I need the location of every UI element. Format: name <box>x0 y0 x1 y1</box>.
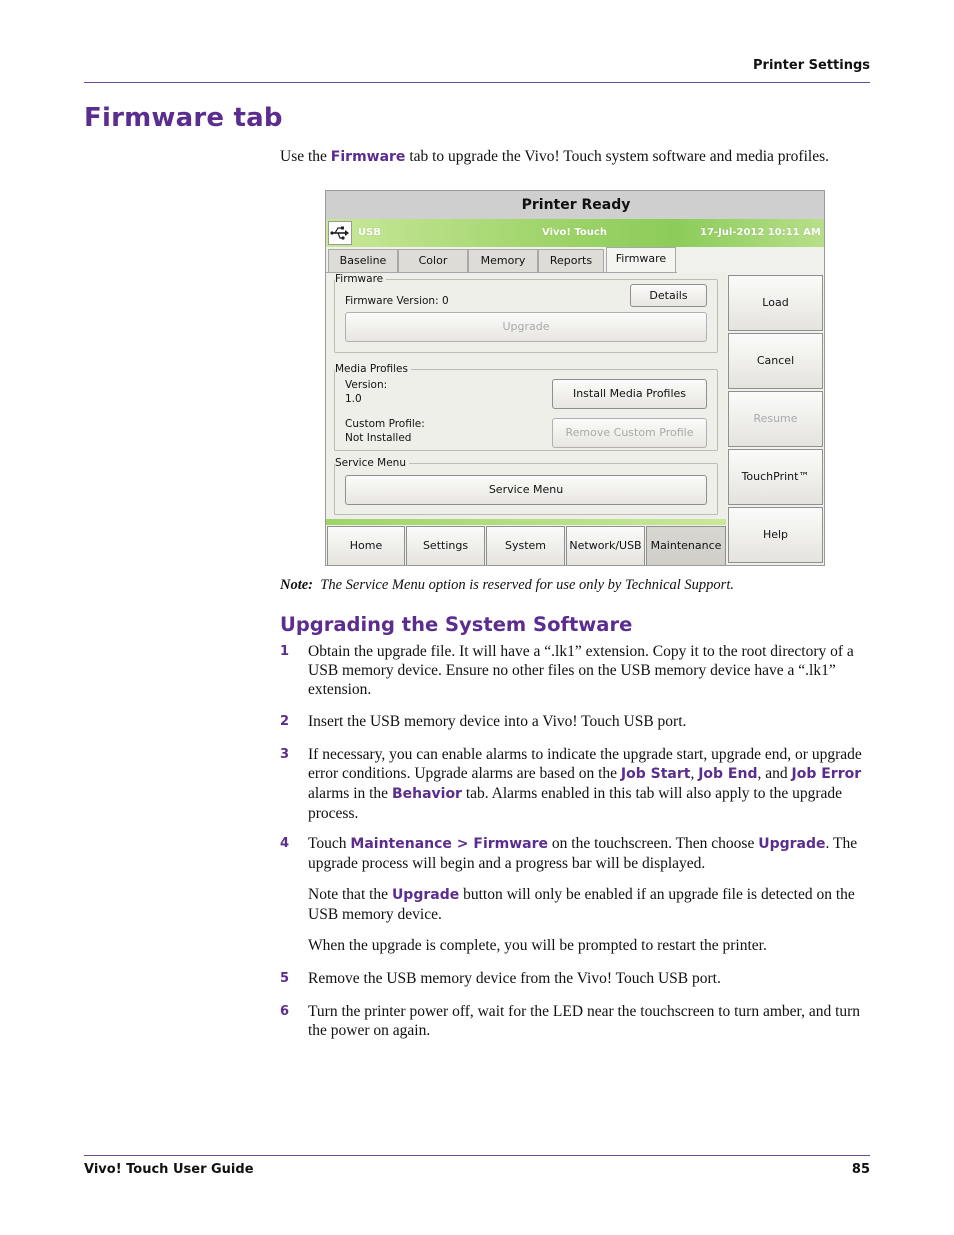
step-number: 2 <box>280 714 290 729</box>
note <box>280 577 734 594</box>
step-number: 3 <box>280 747 290 762</box>
firmware-version-value: 0 <box>441 295 449 307</box>
step-text: Obtain the upgrade file. It will have a “.lk1” extension. Copy it to the root directory of a USB memory device. Ensure no other files on the USB memory device have a “.lk1” extension. <box>308 643 854 698</box>
step-number: 1 <box>280 644 290 659</box>
tab-color[interactable]: Color <box>398 249 468 273</box>
touchprint-button[interactable]: TouchPrint™ <box>728 449 823 505</box>
service-menu-button[interactable]: Service Menu <box>345 475 707 505</box>
step-3 <box>280 745 870 823</box>
para-text: button will only be enabled if an upgrade file is detected on the USB memory device. <box>308 886 855 923</box>
usb-icon <box>328 221 352 245</box>
step-2 <box>280 712 870 731</box>
tab-baseline[interactable]: Baseline <box>328 249 398 273</box>
upgrade-button[interactable]: Upgrade <box>345 312 707 342</box>
section-heading: Upgrading the System Software <box>280 613 633 636</box>
step-text: Insert the USB memory device into a Vivo! Touch USB port. <box>308 713 687 730</box>
network-usb-button[interactable]: Network/USB <box>566 526 645 566</box>
note-text: The Service Menu option is reserved for use only by Technical Support. <box>320 577 734 593</box>
step-number: 4 <box>280 836 290 851</box>
step-4-note <box>308 885 870 924</box>
media-profiles-group-label: Media Profiles <box>335 363 411 375</box>
step-text-part: , <box>690 765 699 782</box>
step-4 <box>280 834 870 873</box>
step-number: 5 <box>280 971 290 986</box>
upgrade-keyword: Upgrade <box>391 887 460 903</box>
install-media-profiles-button[interactable]: Install Media Profiles <box>552 379 707 409</box>
step-4-completion: When the upgrade is complete, you will be prompted to restart the printer. <box>308 937 767 954</box>
job-error-keyword: Job Error <box>791 766 862 782</box>
remove-custom-profile-button[interactable]: Remove Custom Profile <box>552 418 707 448</box>
firmware-panel <box>326 273 726 523</box>
page-title: Firmware tab <box>84 103 283 133</box>
intro-paragraph <box>280 148 880 166</box>
step-text-part: Touch <box>308 835 351 852</box>
step-text-part: alarms in the <box>308 785 392 802</box>
step-text-part: . The upgrade process will begin and a progress bar will be displayed. <box>308 835 858 872</box>
upgrade-keyword: Upgrade <box>758 836 826 852</box>
step-text-part: If necessary, you can enable alarms to indicate the upgrade start, upgrade end, or upgrade error conditions. Upgrade alarms are based on the <box>308 746 862 782</box>
tab-reports[interactable]: Reports <box>538 249 604 273</box>
screen-status-title: Printer Ready <box>326 191 825 219</box>
step-5 <box>280 969 870 988</box>
para-text: Note that the <box>308 886 392 903</box>
home-button[interactable]: Home <box>327 526 405 566</box>
media-version-value: 1.0 <box>345 393 362 405</box>
step-text-part: , and <box>757 765 792 782</box>
intro-text: Use the <box>280 148 331 165</box>
page-number: 85 <box>851 1162 870 1177</box>
settings-button[interactable]: Settings <box>406 526 485 566</box>
intro-text-end: tab to upgrade the Vivo! Touch system software and media profiles. <box>405 148 829 165</box>
firmware-keyword: Firmware <box>330 149 406 165</box>
details-button[interactable]: Details <box>630 284 707 307</box>
header-rule <box>84 82 870 83</box>
step-6 <box>280 1002 870 1040</box>
step-text-part: on the touchscreen. Then choose <box>548 835 759 852</box>
settings-tabs <box>326 247 825 273</box>
device-name-label: Vivo! Touch <box>542 227 607 238</box>
status-bar <box>326 219 825 247</box>
firmware-group-label: Firmware <box>335 273 386 285</box>
maintenance-firmware-keyword: Maintenance > Firmware <box>350 836 549 852</box>
help-button[interactable]: Help <box>728 507 823 563</box>
usb-status-label: USB <box>358 227 381 238</box>
custom-profile-value: Not Installed <box>345 432 412 444</box>
firmware-version-label: Firmware Version: <box>345 295 439 307</box>
step-1 <box>280 642 870 699</box>
behavior-keyword: Behavior <box>391 786 462 802</box>
note-label: Note: <box>280 577 314 593</box>
tab-firmware[interactable]: Firmware <box>606 247 676 274</box>
step-text: Turn the printer power off, wait for the LED near the touchscreen to turn amber, and turn the power on again. <box>308 1003 861 1039</box>
tab-memory[interactable]: Memory <box>468 249 538 273</box>
step-text-part: tab. Alarms enabled in this tab will also apply to the upgrade process. <box>308 785 843 822</box>
media-version-label: Version: <box>345 379 388 391</box>
firmware-version <box>345 295 449 307</box>
resume-button[interactable]: Resume <box>728 391 823 447</box>
status-band <box>326 519 726 525</box>
step-text <box>308 745 870 823</box>
running-header: Printer Settings <box>753 58 870 73</box>
cancel-button[interactable]: Cancel <box>728 333 823 389</box>
system-button[interactable]: System <box>486 526 565 566</box>
touchscreen-screenshot <box>325 190 825 566</box>
service-menu-group-label: Service Menu <box>335 457 409 469</box>
load-button[interactable]: Load <box>728 275 823 331</box>
footer-guide-title: Vivo! Touch User Guide <box>84 1162 254 1177</box>
custom-profile-label: Custom Profile: <box>345 418 425 430</box>
job-start-keyword: Job Start <box>620 766 691 782</box>
datetime-label: 17-Jul-2012 10:11 AM <box>700 227 821 238</box>
step-text <box>308 834 870 873</box>
step-text: Remove the USB memory device from the Vivo! Touch USB port. <box>308 970 721 987</box>
maintenance-button[interactable]: Maintenance <box>646 526 726 566</box>
step-number: 6 <box>280 1004 290 1019</box>
job-end-keyword: Job End <box>698 766 758 782</box>
footer-rule <box>84 1155 870 1156</box>
